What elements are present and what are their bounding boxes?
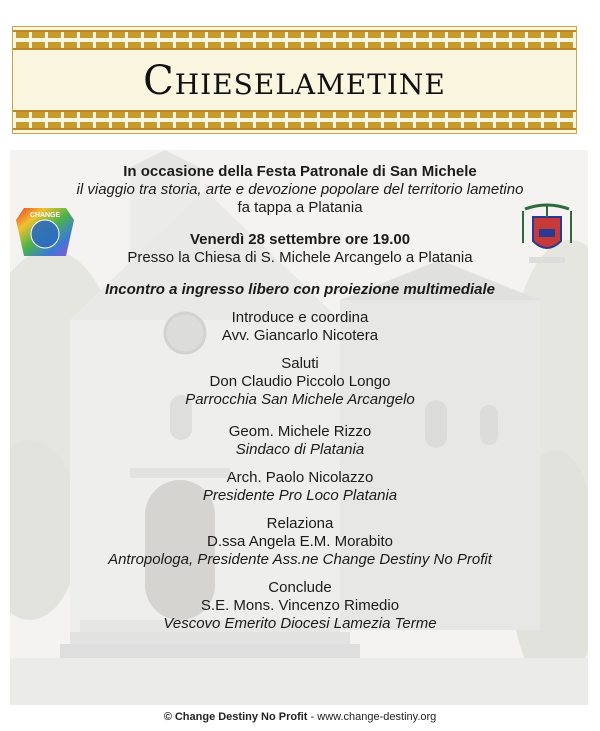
event-datetime: Venerdì 28 settembre ore 19.00 — [189, 231, 411, 248]
footer-copyright: © Change Destiny No Profit — [163, 711, 308, 723]
program-name: Arch. Paolo Nicolazzo — [226, 469, 374, 486]
greek-key-border-bottom — [13, 112, 576, 128]
intro-journey: il viaggio tra storia, arte e devozione popolare del territorio lametino — [76, 181, 524, 198]
program-title: Parrocchia San Michele Arcangelo — [185, 391, 415, 408]
header-banner — [12, 26, 577, 134]
program-role: Saluti — [281, 355, 319, 372]
program-title: Vescovo Emerito Diocesi Lamezia Terme — [163, 615, 437, 632]
intro-stop: fa tappa a Platania — [237, 199, 363, 216]
event-location: Presso la Chiesa di S. Michele Arcangelo a Platania — [127, 249, 473, 266]
program-name: Avv. Giancarlo Nicotera — [221, 327, 379, 344]
program-title: Sindaco di Platania — [235, 441, 365, 458]
svg-text:CHANGE: CHANGE — [29, 212, 61, 219]
program-title: Presidente Pro Loco Platania — [202, 487, 398, 504]
program-role: Conclude — [268, 579, 332, 596]
event-announcement — [40, 163, 560, 633]
program-title: Antropologa, Presidente Ass.ne Change Destiny No Profit — [108, 551, 492, 568]
footer — [0, 711, 600, 723]
program-name: Geom. Michele Rizzo — [228, 423, 372, 440]
program-name: S.E. Mons. Vincenzo Rimedio — [200, 597, 400, 614]
program-role: Relaziona — [266, 515, 334, 532]
event-entry: Incontro a ingresso libero con proiezione multimediale — [104, 281, 496, 298]
program-name: Don Claudio Piccolo Longo — [209, 373, 391, 390]
greek-key-border-top — [13, 32, 576, 48]
program-name: D.ssa Angela E.M. Morabito — [207, 533, 393, 550]
intro-occasion: In occasione della Festa Patronale di San Michele — [123, 163, 477, 180]
program-role: Introduce e coordina — [231, 309, 369, 326]
page-title: Chieselametine — [143, 58, 446, 104]
footer-website-link[interactable]: - www.change-destiny.org — [307, 711, 437, 723]
